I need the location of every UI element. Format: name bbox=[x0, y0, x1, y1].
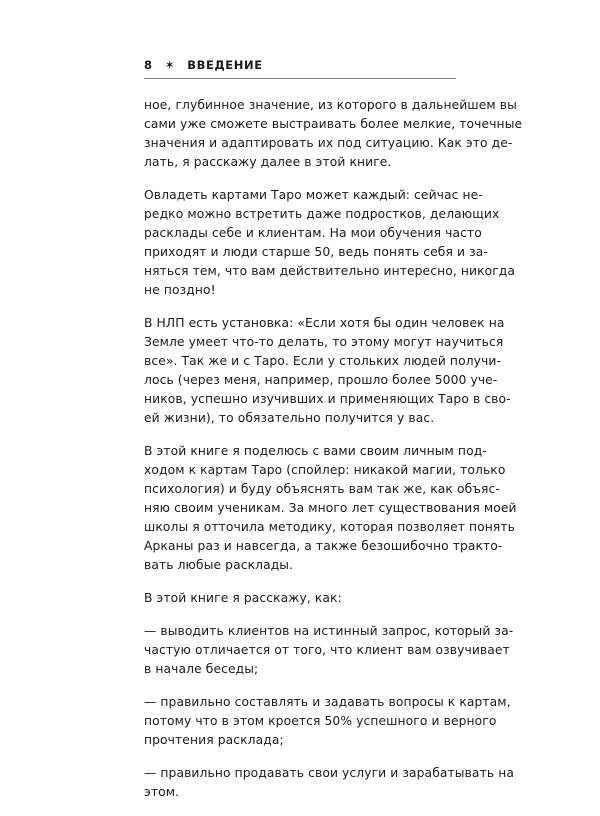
text-line: редко можно встретить даже подростков, делающих bbox=[144, 207, 500, 221]
text-line: В этой книге я расскажу, как: bbox=[144, 591, 342, 605]
text-line: ников, успешно изучивших и применяющих Таро в сво- bbox=[144, 392, 511, 406]
text-line: этом. bbox=[144, 785, 180, 799]
text-line: расклады себе и клиентам. На мои обучения часто bbox=[144, 226, 482, 240]
running-header bbox=[144, 52, 456, 78]
page-number: 8 bbox=[144, 58, 153, 72]
header-divider bbox=[144, 78, 456, 79]
chapter-title: ВВЕДЕНИЕ bbox=[187, 58, 263, 72]
text-line: потому что в этом кроется 50% успешного и верного bbox=[144, 714, 497, 728]
text-line: частую отличается от того, что клиент вам озвучивает bbox=[144, 643, 510, 657]
text-line: вать любые расклады. bbox=[144, 558, 294, 572]
paragraph bbox=[144, 96, 523, 172]
text-line: значения и адаптировать их под ситуацию. Как это де- bbox=[144, 136, 513, 150]
text-line: все». Так же и с Таро. Если у стольких людей получи- bbox=[144, 354, 502, 368]
paragraph bbox=[144, 314, 511, 428]
text-line: В этой книге я поделюсь с вами своим личным под- bbox=[144, 444, 487, 458]
paragraph bbox=[144, 693, 511, 750]
text-line: прочтения расклада; bbox=[144, 733, 284, 747]
text-line: психология) и буду объяснять вам так же, как объяс- bbox=[144, 482, 500, 496]
text-line: няться тем, что вам действительно интересно, никогда bbox=[144, 264, 516, 278]
text-line: няю своим ученикам. За много лет существования моей bbox=[144, 501, 517, 515]
paragraph bbox=[144, 622, 514, 679]
star-separator-icon: ✶ bbox=[164, 58, 176, 72]
text-line: школы я отточила методику, которая позволяет понять bbox=[144, 520, 516, 534]
text-line: ей жизни), то обязательно получится у вас. bbox=[144, 411, 435, 425]
paragraph bbox=[144, 186, 516, 300]
text-line: ходом к картам Таро (спойлер: никакой магии, только bbox=[144, 463, 506, 477]
body-text bbox=[144, 96, 523, 816]
text-line: — правильно составлять и задавать вопросы к картам, bbox=[144, 695, 511, 709]
text-line: Земле умеет что-то делать, то этому могут научиться bbox=[144, 335, 504, 349]
text-line: не поздно! bbox=[144, 283, 216, 297]
text-line: Арканы раз и навсегда, а также безошибочно тракто- bbox=[144, 539, 503, 553]
paragraph bbox=[144, 764, 514, 802]
text-line: — выводить клиентов на истинный запрос, который за- bbox=[144, 624, 514, 638]
text-line: В НЛП есть установка: «Если хотя бы один человек на bbox=[144, 316, 505, 330]
text-line: лось (через меня, например, прошло более 5000 уче- bbox=[144, 373, 498, 387]
text-line: приходят и люди старше 50, ведь понять себя и за- bbox=[144, 245, 488, 259]
text-line: Овладеть картами Таро может каждый: сейчас не- bbox=[144, 188, 483, 202]
text-line: лать, я расскажу далее в этой книге. bbox=[144, 155, 392, 169]
text-line: ное, глубинное значение, из которого в дальнейшем вы bbox=[144, 98, 517, 112]
paragraph bbox=[144, 589, 456, 608]
paragraph bbox=[144, 442, 517, 575]
text-line: сами уже сможете выстраивать более мелкие, точечные bbox=[144, 117, 523, 131]
text-line: — правильно продавать свои услуги и зарабатывать на bbox=[144, 766, 514, 780]
text-line: в начале беседы; bbox=[144, 662, 259, 676]
